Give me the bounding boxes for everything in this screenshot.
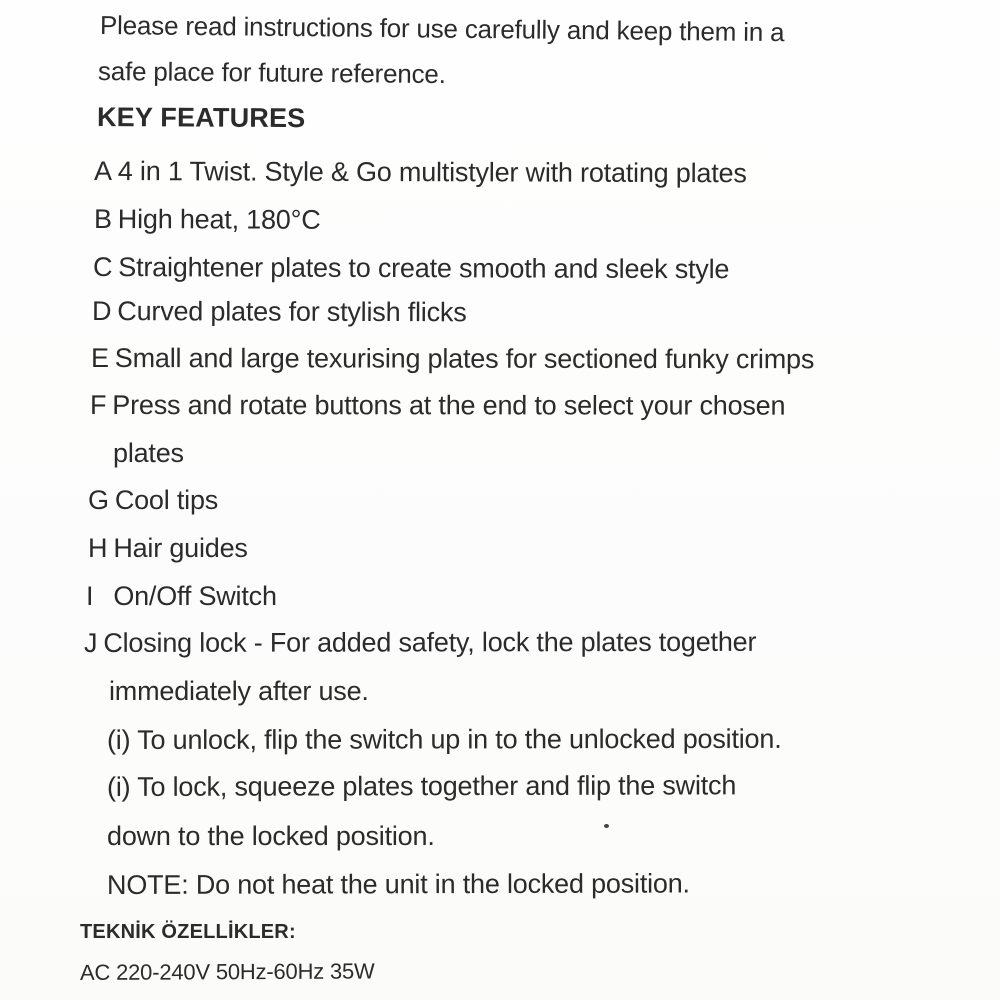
feature-item-f-continuation: plates xyxy=(113,438,184,468)
feature-item-g xyxy=(88,487,218,514)
feature-item-c xyxy=(93,254,729,283)
feature-item-e xyxy=(91,345,814,373)
feature-item-d xyxy=(92,298,467,326)
unlock-note: (i) To unlock, flip the switch up in to the unlocked position. xyxy=(106,723,782,755)
feature-text: On/Off Switch xyxy=(113,581,277,611)
technical-spec: AC 220-240V 50Hz-60Hz 35W xyxy=(79,958,375,985)
feature-item-b xyxy=(94,206,321,234)
feature-text: Press and rotate buttons at the end to select your chosen xyxy=(112,390,786,421)
feature-text: High heat, 180°C xyxy=(117,204,321,235)
intro-line-1: Please read instructions for use carefully and keep them in a xyxy=(99,10,785,48)
feature-text: Cool tips xyxy=(114,485,219,515)
feature-text: Curved plates for stylish flicks xyxy=(117,296,467,328)
feature-letter: E xyxy=(90,343,109,374)
feature-letter: G xyxy=(88,485,109,515)
feature-letter: I xyxy=(86,581,94,611)
feature-item-j xyxy=(83,626,757,658)
feature-item-f xyxy=(90,392,785,420)
teknik-heading: TEKNİK ÖZELLİKLER: xyxy=(80,921,296,943)
feature-letter: D xyxy=(91,296,112,327)
feature-letter: A xyxy=(93,156,112,187)
feature-item-h xyxy=(88,535,248,562)
feature-text: Straightener plates to create smooth and sleek style xyxy=(118,252,730,285)
print-speck xyxy=(604,824,609,828)
lock-note-line-1: (i) To lock, squeeze plates together and flip the switch xyxy=(106,770,737,802)
lock-note-line-2: down to the locked position. xyxy=(107,821,435,851)
key-features-heading: KEY FEATURES xyxy=(96,102,306,134)
feature-letter: B xyxy=(93,204,112,235)
intro-line-2: safe place for future reference. xyxy=(97,56,446,90)
feature-letter: H xyxy=(88,533,108,563)
feature-item-j-continuation: immediately after use. xyxy=(109,676,369,706)
feature-item-a xyxy=(94,158,747,187)
feature-text: Small and large texurising plates for sectioned funky crimps xyxy=(114,343,815,375)
feature-letter: J xyxy=(83,627,98,658)
feature-item-i xyxy=(86,583,277,610)
feature-letter: C xyxy=(92,252,113,283)
locked-position-warning: NOTE: Do not heat the unit in the locked position. xyxy=(106,868,690,900)
feature-text: Hair guides xyxy=(113,533,248,563)
feature-letter: F xyxy=(89,390,107,421)
feature-text: Closing lock - For added safety, lock the plates together xyxy=(103,626,757,658)
feature-text: 4 in 1 Twist. Style & Go multistyler with rotating plates xyxy=(117,156,747,189)
